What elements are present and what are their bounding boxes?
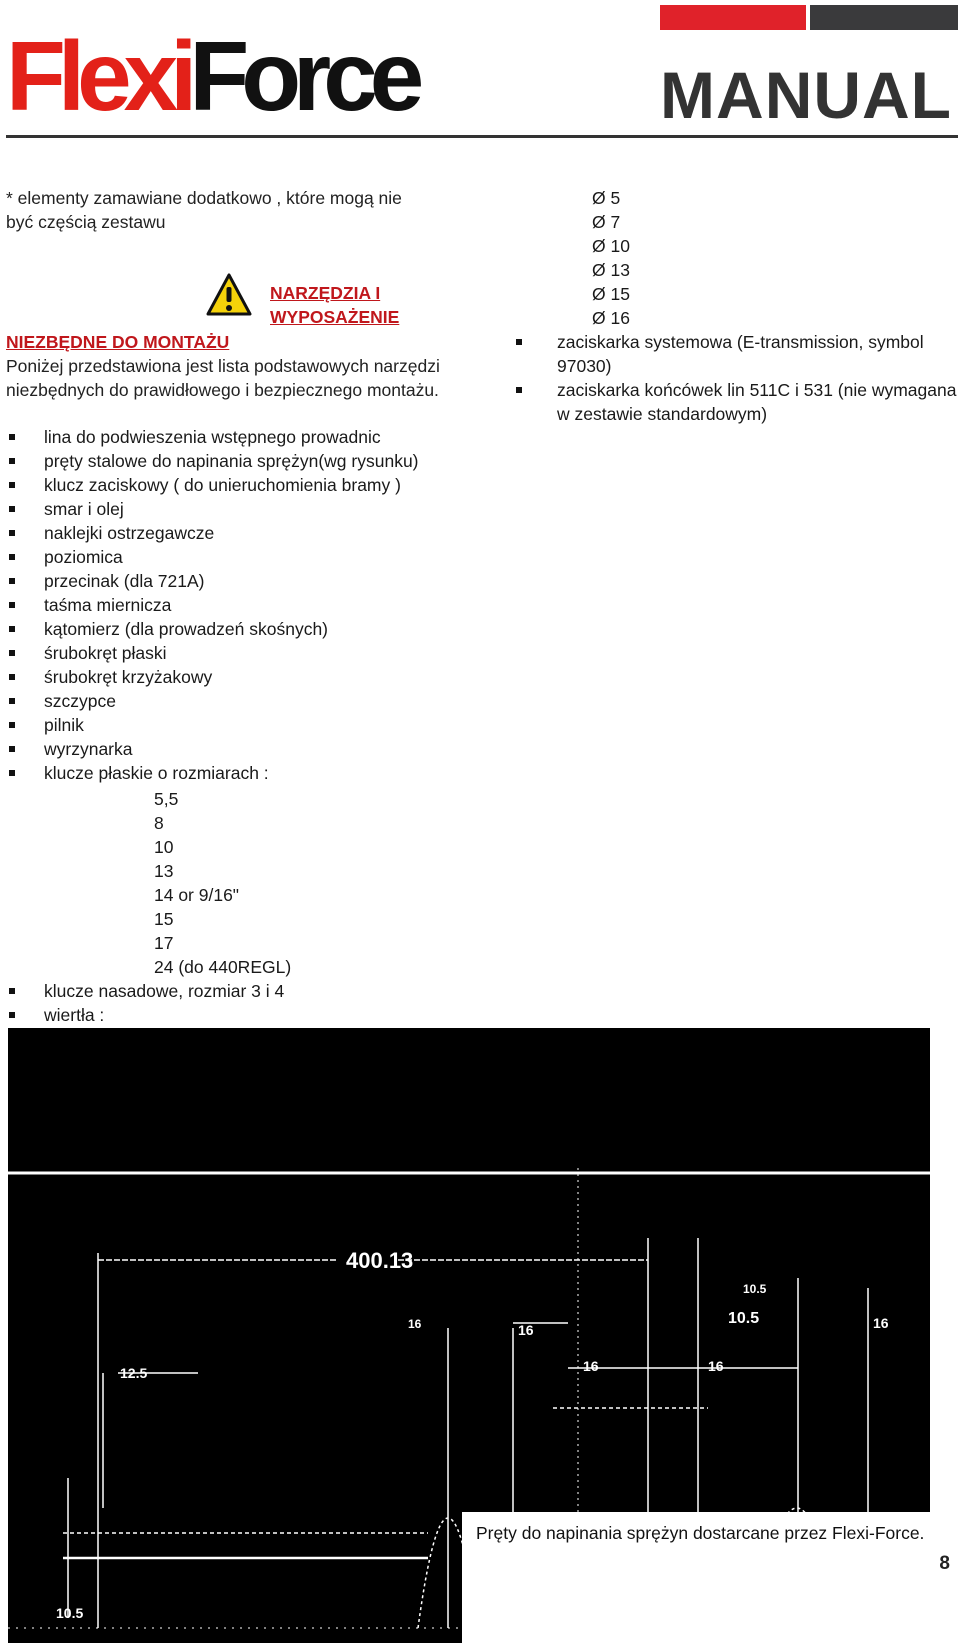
warning-icon [206, 272, 252, 318]
dim-label: 10.5 [728, 1310, 760, 1327]
list-item: lina do podwieszenia wstępnego prowadnic [6, 425, 476, 449]
list-item: poziomica [6, 545, 476, 569]
wrench-sizes-list [154, 787, 291, 979]
size-item: 15 [154, 909, 174, 929]
dim-label: 400.13 [346, 1248, 414, 1273]
list-item: smar i olej [6, 497, 476, 521]
header-divider [6, 135, 958, 138]
list-item: zaciskarka końcówek lin 511C i 531 (nie wymagana w zestawie standardowym) [513, 378, 958, 426]
section-heading-tools: NARZĘDZIA I WYPOSAŻENIE [270, 283, 400, 327]
dim-label: 16 [518, 1322, 534, 1338]
dim-label: 10.5 [743, 1282, 767, 1296]
size-item: 13 [154, 861, 174, 881]
drill-size-item: Ø 5 [592, 188, 621, 208]
dim-label: 10.5 [56, 1605, 84, 1621]
dim-label: 16 [873, 1315, 889, 1331]
list-item: klucze nasadowe, rozmiar 3 i 4 [6, 979, 476, 1003]
list-item: wyrzynarka [6, 737, 476, 761]
list-item: pręty stalowe do napinania sprężyn(wg rysunku) [6, 449, 476, 473]
dim-label: 12.5 [120, 1365, 148, 1381]
header-accent-dark [810, 5, 958, 30]
dim-label: 16 [583, 1358, 599, 1374]
drill-size-item: Ø 16 [592, 308, 630, 328]
list-item: szczypce [6, 689, 476, 713]
size-item: 10 [154, 837, 174, 857]
tools-list-continued [6, 979, 476, 1027]
header-accent-red [660, 5, 806, 30]
page-number: 8 [939, 1553, 950, 1574]
size-item: 14 or 9/16" [154, 885, 240, 905]
flexiforce-logo: FlexiForce [6, 21, 417, 131]
drill-size-item: Ø 15 [592, 284, 630, 304]
size-item: 17 [154, 933, 174, 953]
dim-label: 16 [408, 1317, 422, 1331]
list-item: śrubokręt płaski [6, 641, 476, 665]
list-item: kątomierz (dla prowadzeń skośnych) [6, 617, 476, 641]
section-heading-mounting: NIEZBĘDNE DO MONTAŻU [6, 332, 230, 352]
drill-size-item: Ø 7 [592, 212, 621, 232]
tools-list [6, 425, 476, 785]
dim-label: 16 [708, 1358, 724, 1374]
crimper-list [513, 330, 958, 426]
intro-paragraph: Poniżej przedstawiona jest lista podstawowych narzędzi niezbędnych do prawidłowego i bezpiecznego montażu. [6, 356, 440, 400]
drill-sizes-list [592, 186, 630, 330]
list-item: naklejki ostrzegawcze [6, 521, 476, 545]
drill-size-item: Ø 13 [592, 260, 630, 280]
list-item: taśma miernicza [6, 593, 476, 617]
size-item: 5,5 [154, 789, 179, 809]
list-item: klucze płaskie o rozmiarach : [6, 761, 476, 785]
list-item: śrubokręt krzyżakowy [6, 665, 476, 689]
figure-caption: Pręty do napinania sprężyn dostarcane przez Flexi-Force. [476, 1523, 925, 1543]
list-item: klucz zaciskowy ( do unieruchomienia bramy ) [6, 473, 476, 497]
list-item: przecinak (dla 721A) [6, 569, 476, 593]
size-item: 24 (do 440REGL) [154, 957, 292, 977]
list-item: zaciskarka systemowa (E-transmission, symbol 97030) [513, 330, 958, 378]
list-item: pilnik [6, 713, 476, 737]
size-item: 8 [154, 813, 164, 833]
drill-size-item: Ø 10 [592, 236, 630, 256]
intro-note: * elementy zamawiane dodatkowo , które mogą nie być częścią zestawu [6, 188, 402, 232]
list-item: wiertła : [6, 1003, 476, 1027]
manual-title: MANUAL [660, 58, 952, 132]
